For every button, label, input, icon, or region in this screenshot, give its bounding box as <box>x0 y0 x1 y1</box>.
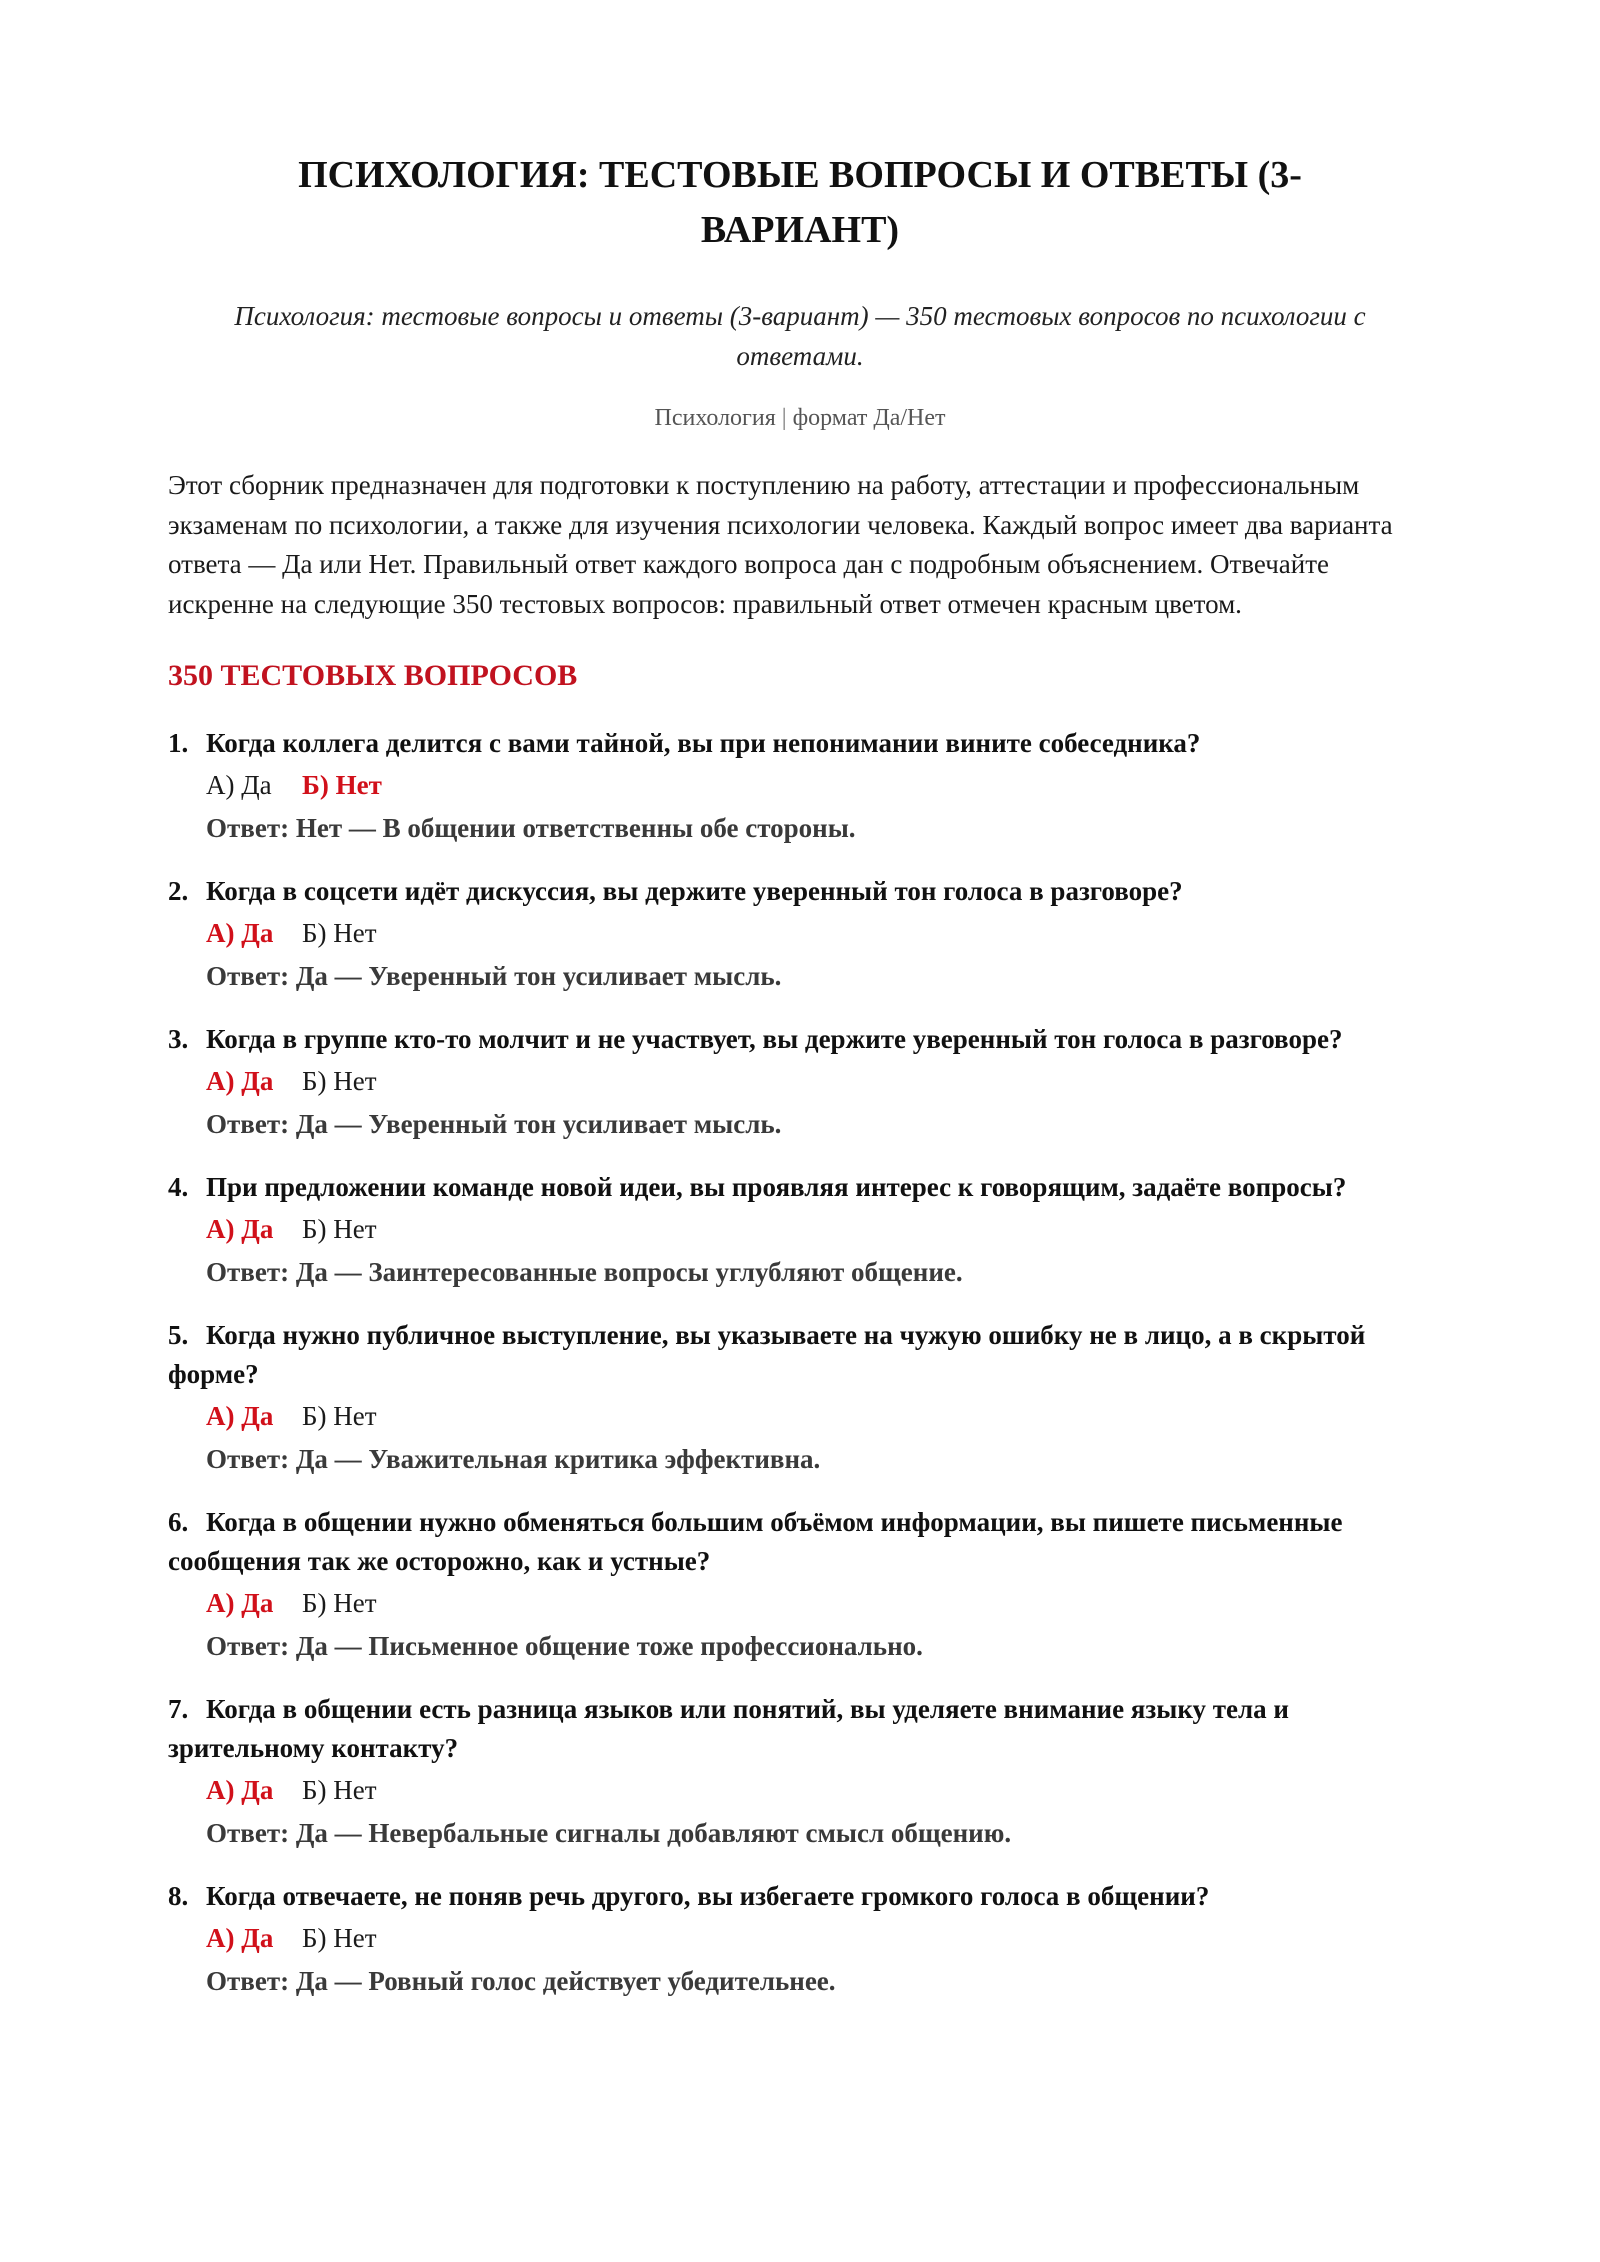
intro-paragraph: Этот сборник предназначен для подготовки к поступлению на работу, аттестации и профессиональным экзаменам по психологии, а также для изучения психологии человека. Каждый вопрос имеет два варианта ответа — Да или Нет. Правильный ответ каждого вопроса дан с подробным объяснением. Отвечайте искренне на следующие 350 тестовых вопросов: правильный ответ отмечен красным цветом. <box>168 470 1393 619</box>
question-body: Когда коллега делится с вами тайной, вы при непонимании вините собеседника? <box>206 728 1201 758</box>
question-body: Когда в группе кто-то молчит и не участвует, вы держите уверенный тон голоса в разговоре? <box>206 1024 1343 1054</box>
answer-explanation: Ответ: Да — Заинтересованные вопросы углубляют общение. <box>206 1257 963 1287</box>
option-a[interactable]: А) Да <box>206 1401 274 1431</box>
option-a[interactable]: А) Да <box>206 1214 274 1244</box>
question-number: 3. <box>168 1024 189 1054</box>
option-a[interactable]: А) Да <box>206 1775 274 1805</box>
option-b[interactable]: Б) Нет <box>302 770 382 800</box>
answer-options <box>206 1584 1432 1623</box>
option-b[interactable]: Б) Нет <box>302 1401 377 1431</box>
answer-explanation: Ответ: Да — Уверенный тон усиливает мысль. <box>206 1109 782 1139</box>
question-item <box>168 872 1432 996</box>
question-text <box>168 1877 1432 1916</box>
answer-options <box>206 1062 1432 1101</box>
question-item <box>168 1168 1432 1292</box>
answer-explanation: Ответ: Да — Ровный голос действует убедительнее. <box>206 1966 836 1996</box>
question-body: Когда в общении нужно обменяться большим объёмом информации, вы пишете письменные сообщения так же осторожно, как и устные? <box>168 1507 1343 1576</box>
question-body: Когда в общении есть разница языков или понятий, вы уделяете внимание языку тела и зрительному контакту? <box>168 1694 1289 1763</box>
question-text <box>168 1316 1432 1394</box>
option-a[interactable]: А) Да <box>206 770 272 800</box>
question-number: 2. <box>168 876 189 906</box>
option-a[interactable]: А) Да <box>206 918 274 948</box>
answer-options <box>206 1210 1432 1249</box>
answer-explanation: Ответ: Да — Невербальные сигналы добавляют смысл общению. <box>206 1818 1012 1848</box>
question-item <box>168 724 1432 848</box>
option-a[interactable]: А) Да <box>206 1923 274 1953</box>
meta-format: формат Да/Нет <box>792 405 946 431</box>
answer-explanation: Ответ: Да — Письменное общение тоже профессионально. <box>206 1631 923 1661</box>
page-subtitle: Психология: тестовые вопросы и ответы (3-вариант) — 350 тестовых вопросов по психологии с ответами. <box>234 301 1366 371</box>
question-item <box>168 1690 1432 1853</box>
meta-line <box>168 402 1432 434</box>
question-item <box>168 1877 1432 2001</box>
question-text <box>168 1503 1432 1581</box>
answer-options <box>206 1397 1432 1436</box>
answer-options <box>206 1771 1432 1810</box>
question-list <box>168 724 1432 2001</box>
question-text <box>168 724 1432 763</box>
question-body: Когда нужно публичное выступление, вы указываете на чужую ошибку не в лицо, а в скрытой форме? <box>168 1320 1366 1389</box>
option-a[interactable]: А) Да <box>206 1066 274 1096</box>
answer-explanation: Ответ: Да — Уважительная критика эффективна. <box>206 1444 821 1474</box>
answer-options <box>206 1919 1432 1958</box>
question-text <box>168 1168 1432 1207</box>
option-b[interactable]: Б) Нет <box>302 918 377 948</box>
question-number: 5. <box>168 1320 189 1350</box>
question-item <box>168 1503 1432 1666</box>
question-number: 1. <box>168 728 189 758</box>
question-number: 4. <box>168 1172 189 1202</box>
question-number: 6. <box>168 1507 189 1537</box>
question-body: Когда в соцсети идёт дискуссия, вы держите уверенный тон голоса в разговоре? <box>206 876 1183 906</box>
question-body: Когда отвечаете, не поняв речь другого, вы избегаете громкого голоса в общении? <box>206 1881 1210 1911</box>
option-b[interactable]: Б) Нет <box>302 1066 377 1096</box>
question-number: 7. <box>168 1694 189 1724</box>
answer-explanation: Ответ: Нет — В общении ответственны обе стороны. <box>206 813 856 843</box>
question-item <box>168 1020 1432 1144</box>
question-body: При предложении команде новой идеи, вы проявляя интерес к говорящим, задаёте вопросы? <box>206 1172 1347 1202</box>
question-text <box>168 1020 1432 1059</box>
question-item <box>168 1316 1432 1479</box>
option-b[interactable]: Б) Нет <box>302 1214 377 1244</box>
page-title: ПСИХОЛОГИЯ: ТЕСТОВЫЕ ВОПРОСЫ И ОТВЕТЫ (3-ВАРИАНТ) <box>298 154 1302 251</box>
option-a[interactable]: А) Да <box>206 1588 274 1618</box>
option-b[interactable]: Б) Нет <box>302 1588 377 1618</box>
meta-separator: | <box>781 405 787 431</box>
question-number: 8. <box>168 1881 189 1911</box>
section-heading: 350 ТЕСТОВЫХ ВОПРОСОВ <box>168 659 578 692</box>
meta-category: Психология <box>654 405 776 431</box>
question-text <box>168 872 1432 911</box>
question-text <box>168 1690 1432 1768</box>
answer-options <box>206 766 1432 805</box>
option-b[interactable]: Б) Нет <box>302 1923 377 1953</box>
answer-explanation: Ответ: Да — Уверенный тон усиливает мысль. <box>206 961 782 991</box>
answer-options <box>206 914 1432 953</box>
option-b[interactable]: Б) Нет <box>302 1775 377 1805</box>
